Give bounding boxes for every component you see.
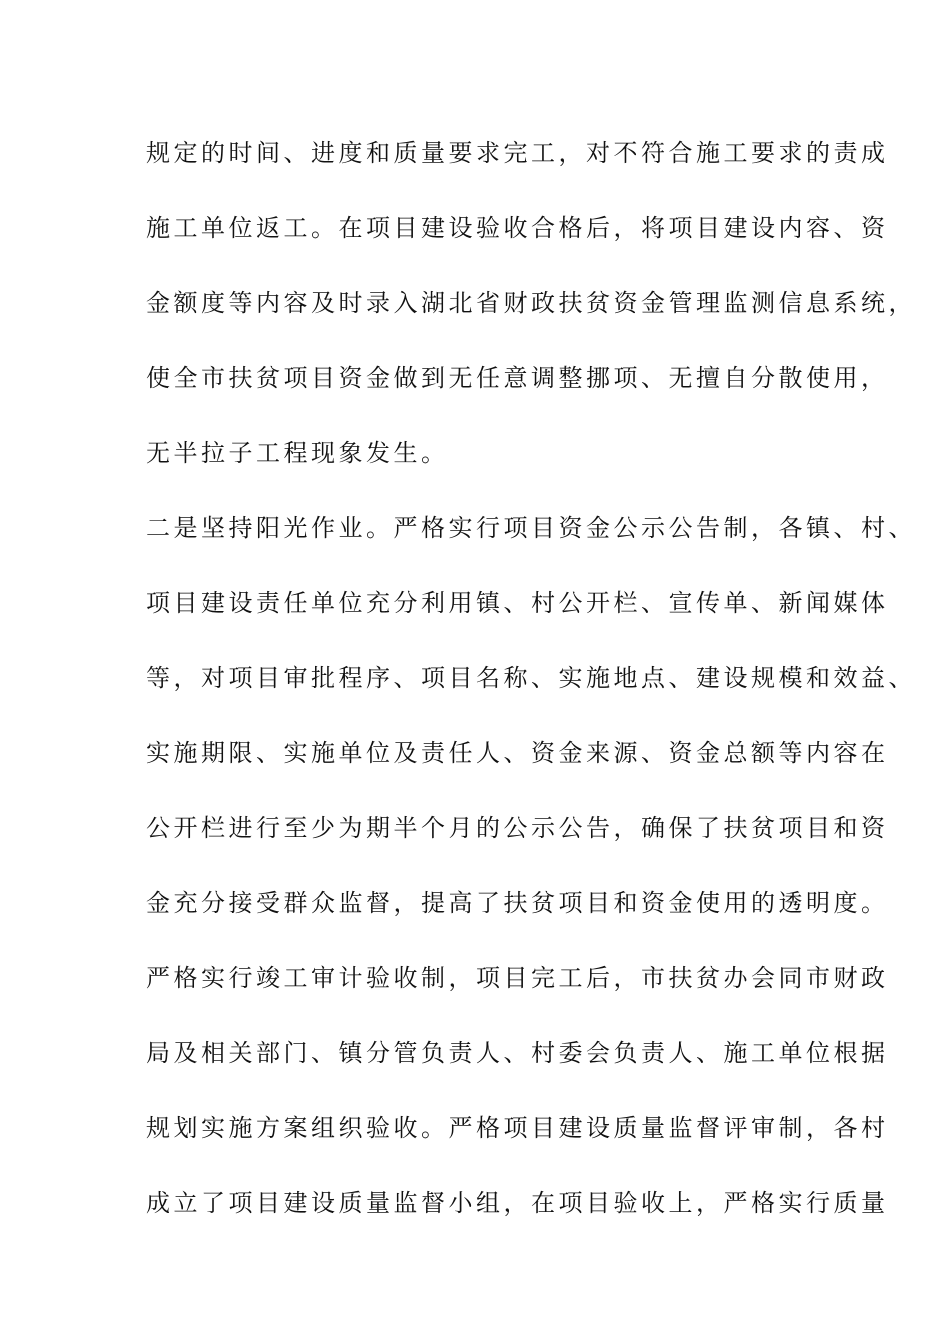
text-line: 实施期限、实施单位及责任人、资金来源、资金总额等内容在	[146, 739, 889, 767]
text-line: 二是坚持阳光作业。严格实行项目资金公示公告制，各镇、村、	[146, 514, 916, 542]
text-line: 金充分接受群众监督，提高了扶贫项目和资金使用的透明度。	[146, 889, 889, 917]
text-line: 规定的时间、进度和质量要求完工，对不符合施工要求的责成	[146, 139, 889, 167]
text-line: 公开栏进行至少为期半个月的公示公告，确保了扶贫项目和资	[146, 814, 889, 842]
text-line: 施工单位返工。在项目建设验收合格后，将项目建设内容、资	[146, 214, 889, 242]
text-line: 规划实施方案组织验收。严格项目建设质量监督评审制，各村	[146, 1114, 889, 1142]
text-line: 等，对项目审批程序、项目名称、实施地点、建设规模和效益、	[146, 664, 916, 692]
body-text	[146, 130, 916, 1255]
text-line: 使全市扶贫项目资金做到无任意调整挪项、无擅自分散使用，	[146, 364, 889, 392]
text-line: 项目建设责任单位充分利用镇、村公开栏、宣传单、新闻媒体	[146, 589, 889, 617]
text-line: 无半拉子工程现象发生。	[146, 439, 449, 467]
text-line: 成立了项目建设质量监督小组，在项目验收上，严格实行质量	[146, 1189, 889, 1217]
text-line: 局及相关部门、镇分管负责人、村委会负责人、施工单位根据	[146, 1039, 889, 1067]
text-line: 金额度等内容及时录入湖北省财政扶贫资金管理监测信息系统，	[146, 289, 916, 317]
text-line: 严格实行竣工审计验收制，项目完工后，市扶贫办会同市财政	[146, 964, 889, 992]
